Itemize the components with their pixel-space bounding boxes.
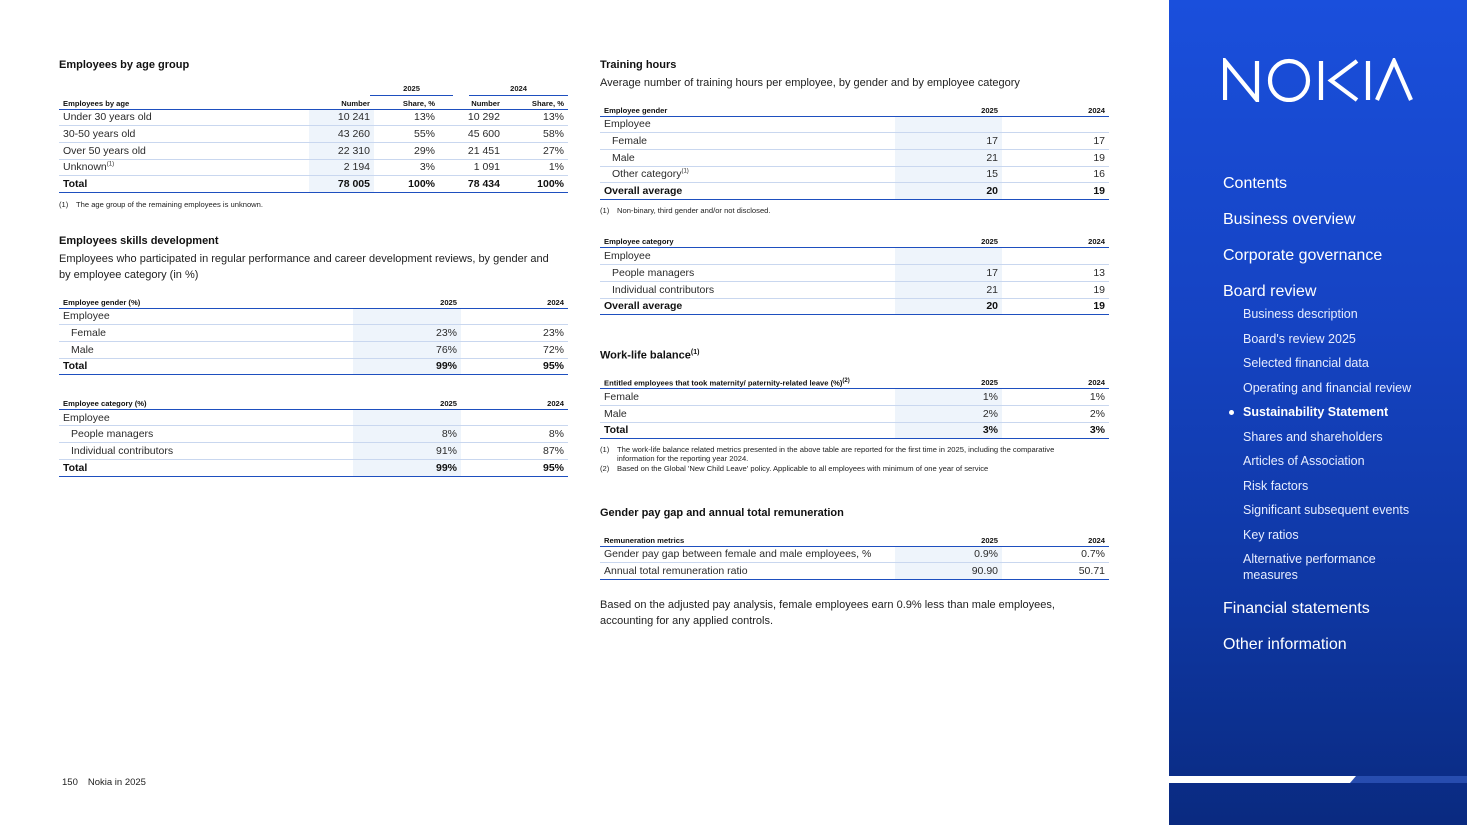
cell xyxy=(353,308,461,325)
age-h3: Number xyxy=(439,96,504,109)
cell: 1% xyxy=(1002,389,1109,406)
row-label: Male xyxy=(59,341,353,358)
row-label: Female xyxy=(59,325,353,342)
training-category-h0: Employee category xyxy=(600,235,895,248)
total-row xyxy=(600,183,1109,200)
age-section xyxy=(59,58,568,209)
nav-selected-financial-data[interactable]: Selected financial data xyxy=(1243,356,1369,370)
page-number: 150 xyxy=(62,777,78,788)
cell: 21 xyxy=(895,149,1002,166)
cell: 99% xyxy=(353,358,461,375)
footnote-text: Non-binary, third gender and/or not disclosed. xyxy=(617,205,771,215)
cell: 100% xyxy=(374,176,439,193)
footnote-text: The age group of the remaining employees is unknown. xyxy=(76,199,264,209)
total-row xyxy=(600,422,1109,439)
cell xyxy=(461,308,568,325)
cell: 90.90 xyxy=(895,563,1002,580)
paygap-table xyxy=(600,533,1109,580)
footnote-number: (1) xyxy=(600,205,610,215)
cell: 13% xyxy=(504,109,568,126)
nav-shares-shareholders[interactable]: Shares and shareholders xyxy=(1243,429,1383,444)
paygap-h0: Remuneration metrics xyxy=(600,533,895,546)
cell: 99% xyxy=(353,459,461,476)
paygap-note: Based on the adjusted pay analysis, female employees earn 0.9% less than male employees, accounting for any applied controls. xyxy=(600,598,1055,627)
total-label: Total xyxy=(59,358,353,375)
age-table xyxy=(59,96,568,193)
cell: 23% xyxy=(353,325,461,342)
worklife-title-text: Work-life balance xyxy=(600,349,691,362)
training-gender-table xyxy=(600,103,1109,200)
nav-other-information[interactable]: Other information xyxy=(1223,636,1347,653)
age-year-2024: 2024 xyxy=(469,84,568,96)
table-row xyxy=(59,109,568,126)
nav-financial-statements[interactable]: Financial statements xyxy=(1223,600,1370,617)
paygap-h1: 2025 xyxy=(895,533,1002,546)
cell: 78 005 xyxy=(309,176,374,193)
age-title: Employees by age group xyxy=(59,59,190,71)
worklife-footnote-2 xyxy=(600,464,1109,473)
footnote-text: Based on the Global 'New Child Leave' policy. Applicable to all employees with minimum of one year of service xyxy=(617,464,989,474)
total-row xyxy=(600,298,1109,315)
skills-gender-h1: 2025 xyxy=(353,295,461,308)
table-row xyxy=(600,563,1109,580)
table-row xyxy=(59,126,568,143)
cell xyxy=(1002,116,1109,133)
total-row xyxy=(59,176,568,193)
training-gender-h2: 2024 xyxy=(1002,103,1109,116)
row-label: Under 30 years old xyxy=(59,109,309,126)
cell: 10 241 xyxy=(309,109,374,126)
cell: 3% xyxy=(895,422,1002,439)
nav-boards-review-2025[interactable]: Board's review 2025 xyxy=(1243,331,1356,346)
nav-articles-of-association[interactable]: Articles of Association xyxy=(1243,454,1365,468)
training-title: Training hours xyxy=(600,59,677,71)
total-label: Overall average xyxy=(600,183,895,200)
worklife-h1: 2025 xyxy=(895,376,1002,389)
cell: 17 xyxy=(895,133,1002,150)
worklife-h0-text: Entitled employees that took maternity/ paternity-related leave (%) xyxy=(604,378,843,388)
cell xyxy=(1002,248,1109,265)
skills-category-h1: 2025 xyxy=(353,396,461,409)
progress-bar xyxy=(1169,776,1467,783)
cell: 16 xyxy=(1002,166,1109,183)
total-label: Total xyxy=(59,459,353,476)
skills-gender-h2: 2024 xyxy=(461,295,568,308)
skills-category-h2: 2024 xyxy=(461,396,568,409)
cell: 19 xyxy=(1002,149,1109,166)
nav-corporate-governance[interactable]: Corporate governance xyxy=(1223,247,1383,264)
row-label-text: Other category xyxy=(612,168,682,181)
total-label: Total xyxy=(600,422,895,439)
table-row xyxy=(59,142,568,159)
row-label: Over 50 years old xyxy=(59,142,309,159)
cell: 2% xyxy=(895,405,1002,422)
cell: 17 xyxy=(895,265,1002,282)
nav-key-ratios[interactable]: Key ratios xyxy=(1243,527,1299,542)
document-title: Nokia in 2025 xyxy=(87,777,146,788)
cell: 21 451 xyxy=(439,142,504,159)
training-gender-h0: Employee gender xyxy=(600,103,895,116)
age-h4: Share, % xyxy=(504,96,568,109)
table-row xyxy=(59,308,568,325)
cell: 91% xyxy=(353,443,461,460)
skills-gender-table xyxy=(59,295,568,375)
skills-gender-h0: Employee gender (%) xyxy=(59,295,353,308)
nav-significant-subsequent-events[interactable]: Significant subsequent events xyxy=(1243,503,1410,517)
table-row xyxy=(600,546,1109,563)
row-label: Gender pay gap between female and male employees, % xyxy=(600,546,895,563)
row-label: Male xyxy=(600,405,895,422)
table-row xyxy=(600,133,1109,150)
table-row xyxy=(600,265,1109,282)
table-row xyxy=(600,166,1109,183)
worklife-table xyxy=(600,376,1109,440)
total-label: Overall average xyxy=(600,298,895,315)
cell: 20 xyxy=(895,298,1002,315)
table-row xyxy=(600,116,1109,133)
training-lead: Average number of training hours per employee, by gender and by employee category xyxy=(600,77,1020,89)
worklife-h2: 2024 xyxy=(1002,376,1109,389)
cell: 21 xyxy=(895,281,1002,298)
age-year-2025: 2025 xyxy=(370,84,453,96)
row-label: Male xyxy=(600,149,895,166)
training-footnote xyxy=(600,206,1109,215)
nav-board-review[interactable]: Board review xyxy=(1223,283,1317,300)
worklife-section xyxy=(600,346,1109,473)
cell: 19 xyxy=(1002,298,1109,315)
row-label: Individual contributors xyxy=(600,281,895,298)
sidebar xyxy=(1169,0,1467,825)
footnote-ref: (1) xyxy=(106,161,115,168)
paygap-title: Gender pay gap and annual total remuneration xyxy=(600,507,844,519)
cell xyxy=(353,409,461,426)
cell: 78 434 xyxy=(439,176,504,193)
worklife-h0 xyxy=(600,376,895,389)
skills-section xyxy=(59,234,568,477)
footnote-ref: (1) xyxy=(681,168,689,175)
cell: 10 292 xyxy=(439,109,504,126)
group-label: Employee xyxy=(59,409,353,426)
table-row xyxy=(600,405,1109,422)
training-gender-h1: 2025 xyxy=(895,103,1002,116)
cell: 27% xyxy=(504,142,568,159)
row-label: Female xyxy=(600,133,895,150)
row-label: People managers xyxy=(59,426,353,443)
group-label: Employee xyxy=(59,308,353,325)
row-label: Annual total remuneration ratio xyxy=(600,563,895,580)
cell xyxy=(461,409,568,426)
worklife-footnote-1 xyxy=(600,445,1070,463)
cell: 22 310 xyxy=(309,142,374,159)
cell: 13 xyxy=(1002,265,1109,282)
footnote-ref: (1) xyxy=(690,349,700,356)
table-row xyxy=(59,443,568,460)
row-label: 30-50 years old xyxy=(59,126,309,143)
age-header-row xyxy=(59,96,568,109)
row-label xyxy=(59,159,309,176)
cell: 8% xyxy=(461,426,568,443)
cell xyxy=(895,248,1002,265)
cell: 17 xyxy=(1002,133,1109,150)
nav-alternative-performance-measures[interactable]: Alternative performance measures xyxy=(1243,552,1376,582)
footnote-number: (1) xyxy=(59,199,69,209)
cell: 13% xyxy=(374,109,439,126)
cell: 76% xyxy=(353,341,461,358)
cell: 95% xyxy=(461,459,568,476)
cell: 100% xyxy=(504,176,568,193)
cell: 19 xyxy=(1002,281,1109,298)
paygap-section xyxy=(600,506,1109,629)
cell: 15 xyxy=(895,166,1002,183)
group-label: Employee xyxy=(600,116,895,133)
table-row xyxy=(59,159,568,176)
nav-operating-financial-review[interactable]: Operating and financial review xyxy=(1243,380,1412,395)
nav-business-overview[interactable]: Business overview xyxy=(1223,211,1356,228)
cell: 50.71 xyxy=(1002,563,1109,580)
table-row xyxy=(600,389,1109,406)
cell: 0.9% xyxy=(895,546,1002,563)
age-h1: Number xyxy=(309,96,374,109)
training-section xyxy=(600,58,1109,315)
cell: 20 xyxy=(895,183,1002,200)
footnote-text: The work-life balance related metrics presented in the above table are reported for the first time in 2025, including the comparative information for the reporting year 2024. xyxy=(617,445,1055,464)
age-h0: Employees by age xyxy=(59,96,309,109)
cell: 45 600 xyxy=(439,126,504,143)
total-row xyxy=(59,358,568,375)
cell: 3% xyxy=(1002,422,1109,439)
age-year-headers xyxy=(59,84,568,96)
paygap-h2: 2024 xyxy=(1002,533,1109,546)
cell: 43 260 xyxy=(309,126,374,143)
age-h2: Share, % xyxy=(374,96,439,109)
skills-title: Employees skills development xyxy=(59,235,219,247)
cell: 29% xyxy=(374,142,439,159)
skills-category-h0: Employee category (%) xyxy=(59,396,353,409)
total-row xyxy=(59,459,568,476)
row-label: People managers xyxy=(600,265,895,282)
nav-risk-factors[interactable]: Risk factors xyxy=(1243,478,1309,493)
training-category-h2: 2024 xyxy=(1002,235,1109,248)
cell: 1% xyxy=(504,159,568,176)
skills-lead: Employees who participated in regular performance and career development reviews, by gender and by employee category (in %) xyxy=(59,253,549,281)
table-row xyxy=(59,426,568,443)
total-label: Total xyxy=(59,176,309,193)
nav-business-description[interactable]: Business description xyxy=(1243,307,1358,321)
nav-sustainability-statement[interactable]: Sustainability Statement xyxy=(1243,404,1463,420)
footnote-ref: (2) xyxy=(842,377,850,384)
table-row xyxy=(600,281,1109,298)
row-label xyxy=(600,166,895,183)
cell: 2% xyxy=(1002,405,1109,422)
skills-category-table xyxy=(59,396,568,476)
cell: 1% xyxy=(895,389,1002,406)
training-category-h1: 2025 xyxy=(895,235,1002,248)
row-label: Female xyxy=(600,389,895,406)
table-row xyxy=(600,149,1109,166)
cell: 0.7% xyxy=(1002,546,1109,563)
table-row xyxy=(600,248,1109,265)
table-row xyxy=(59,325,568,342)
cell xyxy=(895,116,1002,133)
cell: 3% xyxy=(374,159,439,176)
cell: 23% xyxy=(461,325,568,342)
cell: 87% xyxy=(461,443,568,460)
table-row xyxy=(59,341,568,358)
footnote-number: (1) xyxy=(600,445,610,455)
cell: 19 xyxy=(1002,183,1109,200)
row-label: Individual contributors xyxy=(59,443,353,460)
table-row xyxy=(59,409,568,426)
cell: 1 091 xyxy=(439,159,504,176)
sidebar-nav xyxy=(1223,174,1463,671)
cell: 8% xyxy=(353,426,461,443)
cell: 55% xyxy=(374,126,439,143)
worklife-title xyxy=(600,346,1109,363)
cell: 95% xyxy=(461,358,568,375)
cell: 72% xyxy=(461,341,568,358)
cell: 58% xyxy=(504,126,568,143)
row-label-text: Unknown xyxy=(63,161,107,174)
page-footer xyxy=(62,777,156,788)
footnote-number: (2) xyxy=(600,464,610,474)
group-label: Employee xyxy=(600,248,895,265)
nokia-logo[interactable] xyxy=(1223,58,1413,102)
age-footnote xyxy=(59,200,568,209)
nav-contents[interactable]: Contents xyxy=(1223,175,1288,192)
training-category-table xyxy=(600,235,1109,315)
cell: 2 194 xyxy=(309,159,374,176)
